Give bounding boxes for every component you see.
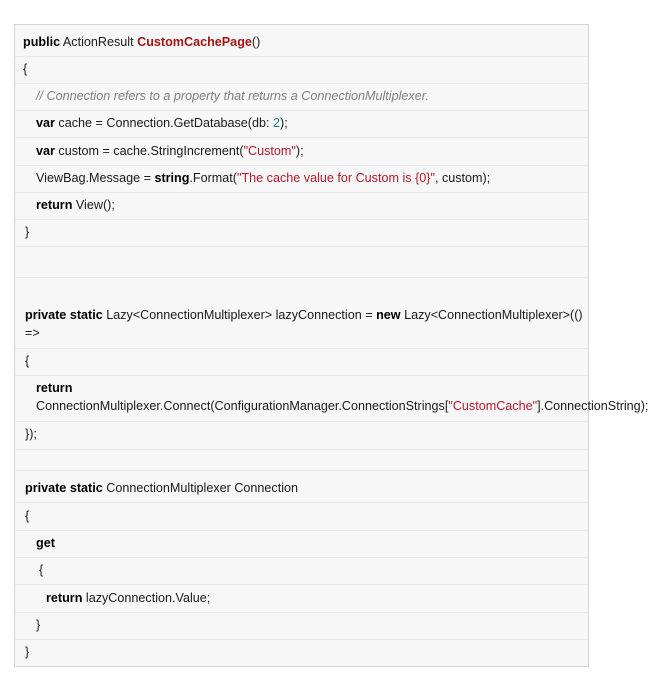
line-separator [15, 557, 588, 558]
line-separator [15, 83, 588, 84]
code-text: ); [280, 116, 288, 130]
line-separator [15, 375, 588, 376]
code-text: cache = Connection.GetDatabase(db: [54, 116, 274, 130]
code-text: .Format( [189, 171, 237, 185]
string-literal: "Custom" [243, 144, 296, 158]
line-separator [15, 110, 588, 111]
code-line-connect [36, 379, 648, 415]
keyword: private [25, 481, 67, 495]
line-separator [15, 246, 588, 247]
code-line-method-signature [23, 35, 260, 49]
line-separator [15, 192, 588, 193]
line-separator [15, 137, 588, 138]
code-line-open-brace: { [25, 509, 30, 523]
code-line-open-brace: { [23, 62, 28, 76]
keyword: private [25, 308, 67, 322]
code-line-lazy-connection [25, 306, 585, 342]
code-text: custom = cache.StringIncrement( [54, 144, 244, 158]
line-separator [15, 56, 588, 57]
line-separator [15, 348, 588, 349]
code-line-open-brace: { [39, 563, 44, 577]
code-text: Lazy<ConnectionMultiplexer> lazyConnection = [102, 308, 377, 322]
line-separator [15, 584, 588, 585]
code-line-close-brace: } [36, 618, 41, 632]
keyword: string [154, 171, 190, 185]
code-line-get-database [36, 116, 288, 130]
keyword: static [69, 308, 103, 322]
code-text: lazyConnection.Value; [82, 591, 211, 605]
keyword: return [36, 198, 73, 212]
line-separator [15, 530, 588, 531]
string-literal: "CustomCache" [448, 399, 538, 413]
code-comment: // Connection refers to a property that returns a ConnectionMultiplexer. [36, 89, 429, 103]
code-text: ActionResult [60, 35, 138, 49]
line-separator [15, 639, 588, 640]
keyword: public [23, 35, 61, 49]
code-text: ].ConnectionString); [537, 399, 648, 413]
line-separator [15, 612, 588, 613]
line-separator [15, 502, 588, 503]
keyword: var [36, 116, 55, 130]
keyword: static [69, 481, 103, 495]
code-text: ); [295, 144, 304, 158]
code-block [14, 24, 648, 667]
keyword: var [36, 144, 55, 158]
code-line-string-increment [36, 144, 304, 158]
code-line-close-brace: } [25, 645, 30, 659]
line-separator [15, 449, 588, 450]
code-text: () [251, 35, 261, 49]
code-text: ViewBag.Message = [36, 171, 155, 185]
code-line-open-brace: { [25, 354, 30, 368]
number-literal: 2 [273, 116, 281, 130]
code-text: , custom); [434, 171, 491, 185]
line-separator [15, 277, 588, 278]
code-line-viewbag [36, 171, 490, 185]
keyword: get [36, 536, 55, 550]
code-line-getter [36, 536, 55, 550]
code-text: ConnectionMultiplexer Connection [102, 481, 299, 495]
code-text: ConnectionMultiplexer.Connect(ConfigurationManager.ConnectionStrings[ [36, 399, 449, 413]
code-line-connection-property [25, 481, 298, 495]
keyword: new [376, 308, 401, 322]
line-separator [15, 470, 588, 471]
code-line-close-brace: } [25, 225, 30, 239]
code-line-return-value [46, 591, 210, 605]
keyword: return [46, 591, 83, 605]
line-separator [15, 421, 588, 422]
line-separator [15, 165, 588, 166]
code-line-return-view [36, 198, 115, 212]
line-separator [15, 219, 588, 220]
code-line-close-lambda: }); [25, 427, 37, 441]
method-name: CustomCachePage [137, 35, 252, 49]
string-literal: "The cache value for Custom is {0}" [237, 171, 435, 185]
code-text: View(); [72, 198, 115, 212]
keyword: return [36, 381, 73, 395]
code-text: Lazy<ConnectionMultiplexer>(() => [25, 308, 583, 340]
